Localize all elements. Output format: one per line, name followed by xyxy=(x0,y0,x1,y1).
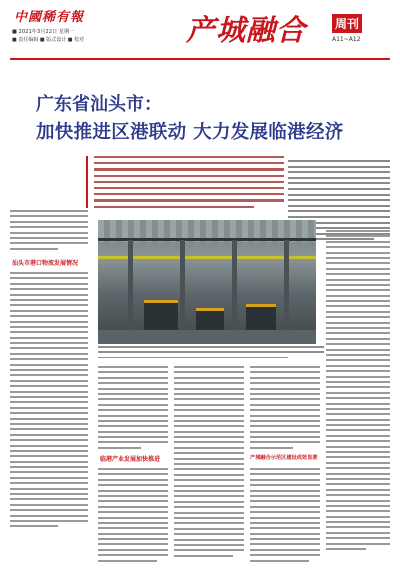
newspaper-logo: 中國稀有報 xyxy=(14,10,85,25)
publication-info: ■ 2021年3月22日 星期一 xyxy=(12,29,75,35)
subhead-industry: 临港产业发展加快推进 xyxy=(100,456,161,463)
body-column-mid-right xyxy=(250,366,320,449)
body-column-middle xyxy=(174,366,244,557)
page-range: A11~A12 xyxy=(332,36,361,43)
factory-photo xyxy=(98,220,316,344)
section-title: 产城融合 xyxy=(186,13,307,47)
body-column-mid-left-cont xyxy=(98,468,168,562)
subhead-demo-zone: 产城融合示范区建设成效显著 xyxy=(250,455,318,461)
body-column-right xyxy=(326,230,390,550)
photo-caption xyxy=(98,346,324,358)
body-column-mid-left xyxy=(98,366,168,449)
article-headline: 加快推进区港联动 大力发展临港经济 xyxy=(36,122,344,143)
editor-credits: ■ 责任编辑 ■ 版式设计 ■ 校对 xyxy=(12,37,85,43)
lead-paragraph xyxy=(86,156,284,208)
body-column-left xyxy=(10,210,88,250)
body-column-left-cont xyxy=(10,272,88,527)
article-region: 广东省汕头市： xyxy=(36,94,162,115)
masthead xyxy=(10,6,390,58)
subhead-port-logistics: 汕头市港口物流发展情况 xyxy=(12,260,79,267)
body-column-mid-right-cont xyxy=(250,468,320,562)
weekly-badge: 周刊 xyxy=(332,14,362,33)
masthead-divider xyxy=(10,58,390,60)
